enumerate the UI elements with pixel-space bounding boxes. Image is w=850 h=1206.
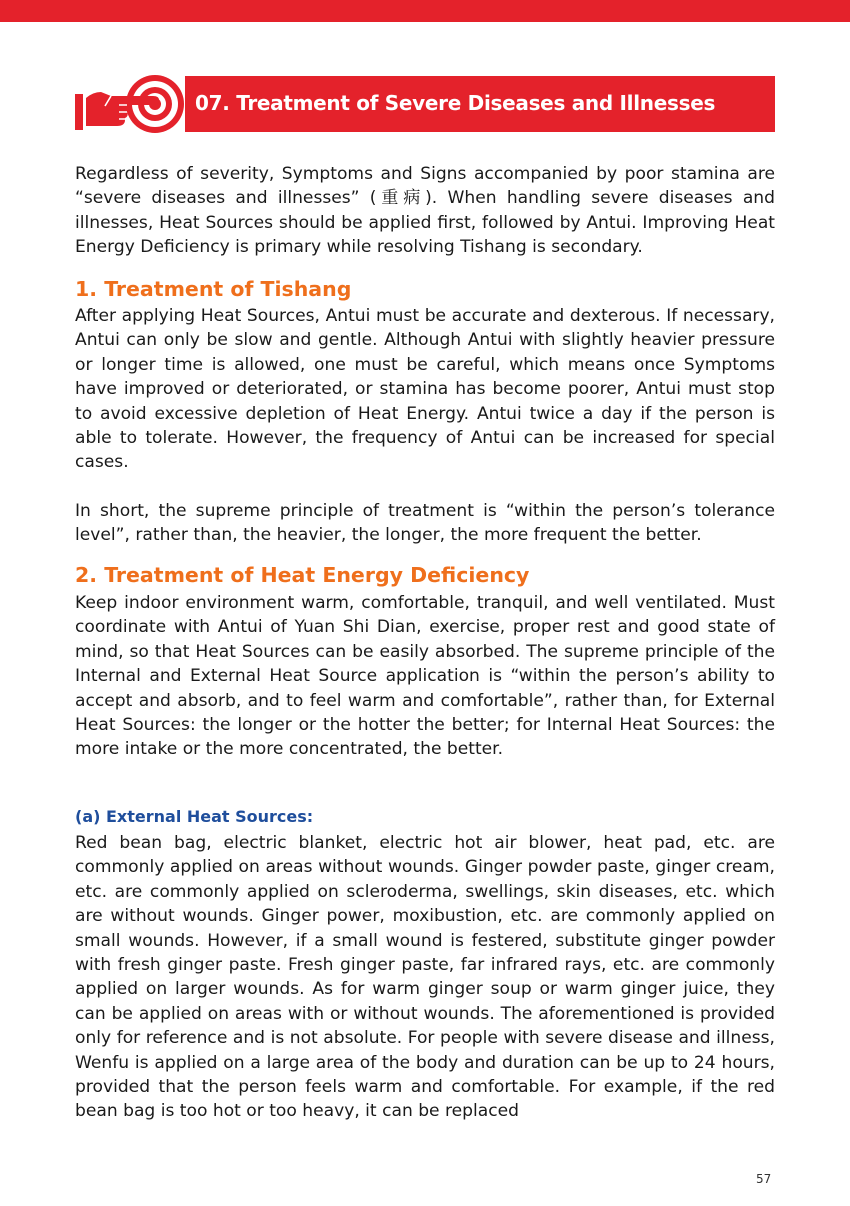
intro-paragraph: Regardless of severity, Symptoms and Signs accompanied by poor stamina are “severe diseases and illnesses” (重病). When handling severe diseases and illnesses, Heat Sources should be applied first, followed by Antui. Improving Heat Energy Deficiency is primary while resolving Tishang is secondary.	[75, 164, 775, 258]
section-2-heading: 2. Treatment of Heat Energy Deficiency	[75, 563, 530, 587]
pointing-hand-target-icon	[75, 74, 187, 134]
section-1-body	[75, 304, 775, 475]
subsection-a-heading: (a) External Heat Sources:	[75, 807, 314, 826]
section-1-paragraph-2: In short, the supreme principle of treatment is “within the person’s tolerance level”, rather than, the heavier, the longer, the more frequent the better.	[75, 501, 775, 546]
section-1-body-2	[75, 499, 775, 548]
page-number: 57	[756, 1172, 772, 1186]
section-1-paragraph-1: After applying Heat Sources, Antui must be accurate and dexterous. If necessary, Antui can only be slow and gentle. Although Antui with slightly heavier pressure or longer time is allowed, one must be careful, which means once Symptoms have improved or deteriorated, or stamina has become poorer, Antui must stop to avoid excessive depletion of Heat Energy. Antui twice a day if the person is able to tolerate. However, the frequency of Antui can be increased for special cases.	[75, 306, 775, 473]
subsection-a-paragraph: Red bean bag, electric blanket, electric hot air blower, heat pad, etc. are commonly applied on areas without wounds. Ginger powder paste, ginger cream, etc. are commonly applied on scleroderma, swellings, skin diseases, etc. which are without wounds. Ginger power, moxibustion, etc. are commonly applied on small wounds. However, if a small wound is festered, substitute ginger powder with fresh ginger paste. Fresh ginger paste, far infrared rays, etc. are commonly applied on larger wounds. As for warm ginger soup or warm ginger juice, they can be applied on areas with or without wounds. The aforementioned is provided only for reference and is not absolute. For people with severe disease and illness, Wenfu is applied on a large area of the body and duration can be up to 24 hours, provided that the person feels warm and comfortable. For example, if the red bean bag is too hot or too heavy, it can be replaced	[75, 833, 775, 1122]
top-red-bar	[0, 0, 850, 22]
subsection-a-body	[75, 831, 775, 1124]
section-2-body	[75, 591, 775, 762]
intro-paragraph-block	[75, 162, 775, 260]
chapter-title: 07. Treatment of Severe Diseases and Illnesses	[195, 91, 716, 115]
section-1-heading: 1. Treatment of Tishang	[75, 277, 352, 301]
section-2-paragraph-1: Keep indoor environment warm, comfortable, tranquil, and well ventilated. Must coordinate with Antui of Yuan Shi Dian, exercise, proper rest and good state of mind, so that Heat Sources can be easily absorbed. The supreme principle of the Internal and External Heat Source application is “within the person’s ability to accept and absorb, and to feel warm and comfortable”, rather than, for External Heat Sources: the longer or the hotter the better; for Internal Heat Sources: the more intake or the more concentrated, the better.	[75, 593, 775, 760]
